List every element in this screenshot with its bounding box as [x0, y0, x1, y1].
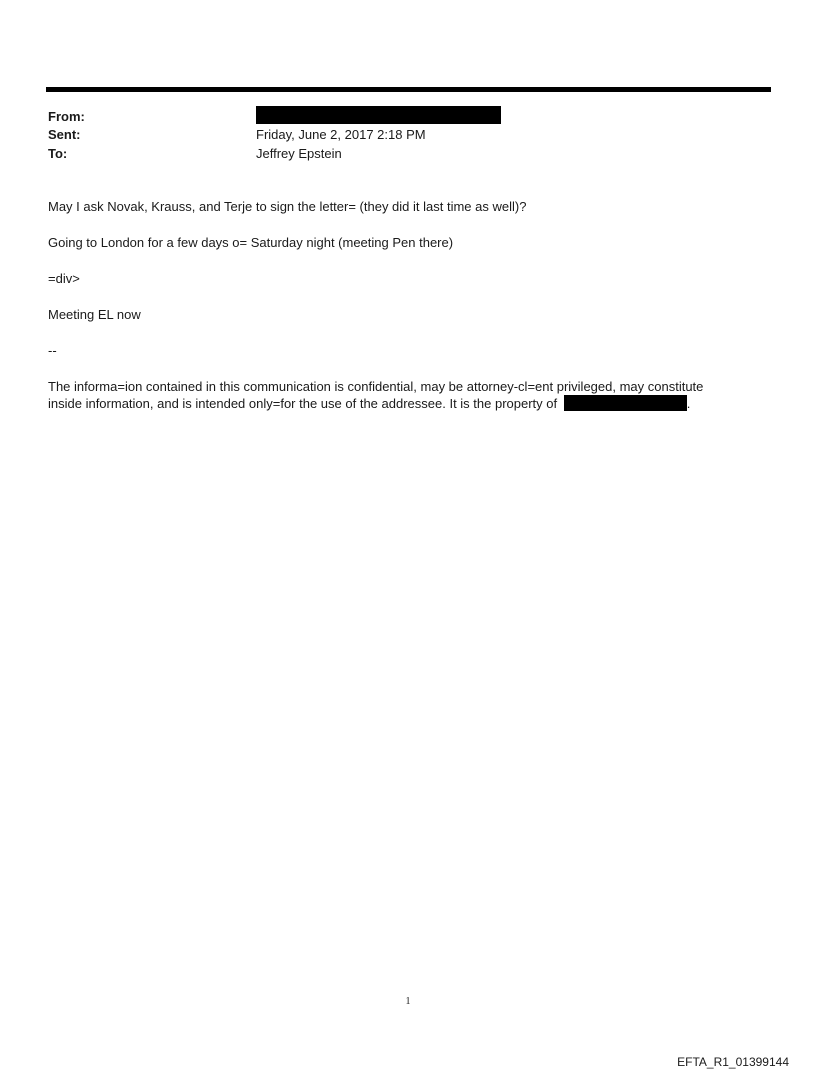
confidentiality-notice [48, 378, 768, 412]
to-value: Jeffrey Epstein [256, 146, 342, 161]
body-line-1: May I ask Novak, Krauss, and Terje to sign the letter= (they did it last time as well)? [48, 199, 527, 214]
disclaimer-line-2 [48, 395, 768, 412]
to-label: To: [48, 146, 68, 161]
body-line-3: =div> [48, 271, 80, 286]
bates-number: EFTA_R1_01399144 [677, 1055, 789, 1069]
from-label: From: [48, 109, 85, 124]
disclaimer-line-1: The informa=ion contained in this communication is confidential, may be attorney-cl=ent privileged, may constitute [48, 379, 704, 394]
body-line-5: -- [48, 343, 57, 358]
sent-value: Friday, June 2, 2017 2:18 PM [256, 127, 426, 142]
owner-redaction [564, 395, 687, 411]
from-redaction [256, 106, 501, 124]
disclaimer-line-2-text: inside information, and is intended only=for the use of the addressee. It is the property of [48, 396, 558, 411]
sent-label: Sent: [48, 127, 81, 142]
disclaimer-end: . [686, 396, 691, 411]
header-rule [46, 87, 771, 92]
body-line-2: Going to London for a few days o= Saturday night (meeting Pen there) [48, 235, 454, 250]
page-number: 1 [405, 996, 411, 1007]
body-line-4: Meeting EL now [48, 307, 141, 322]
